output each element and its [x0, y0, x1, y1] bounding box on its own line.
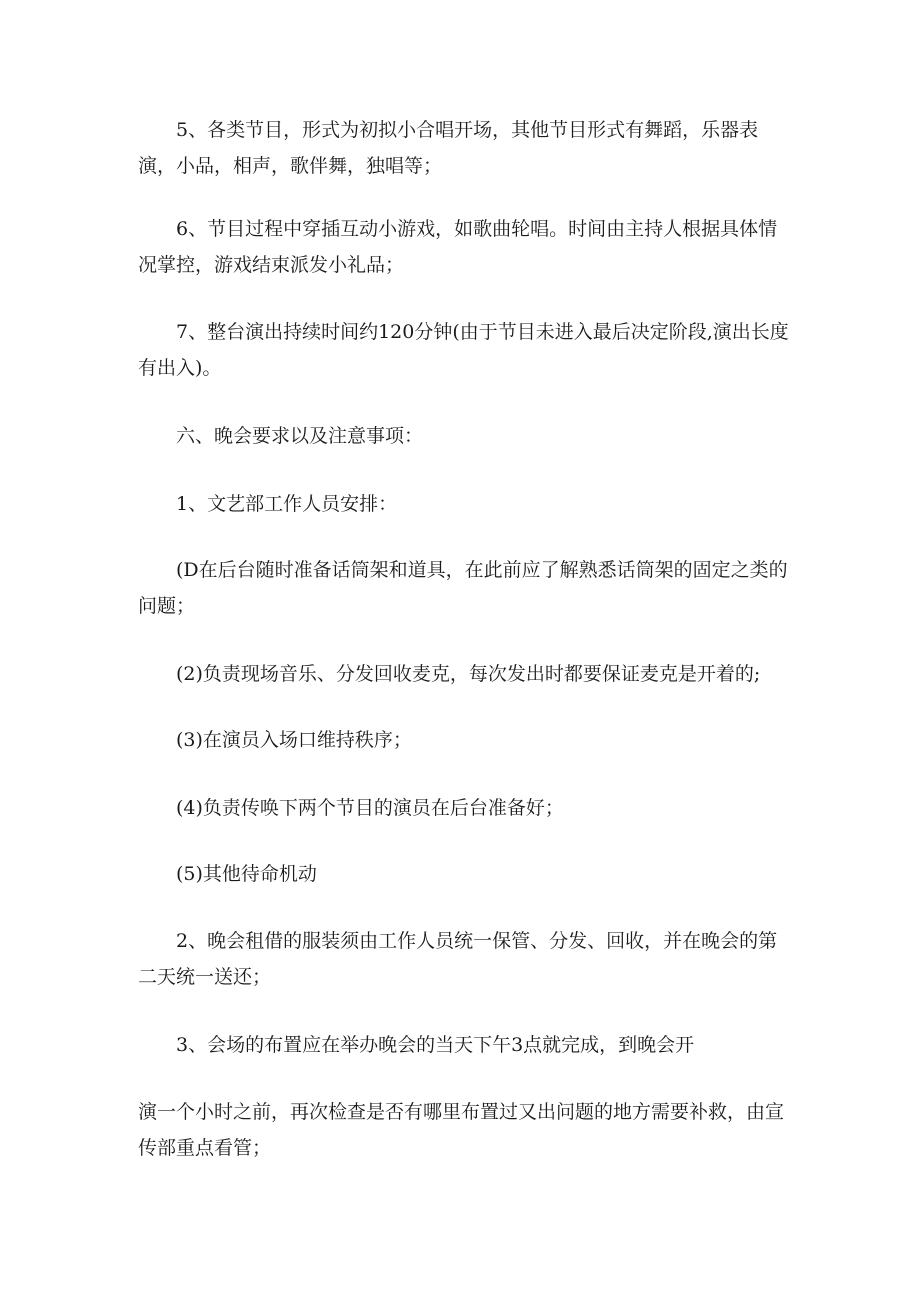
paragraph-item-5: 5、各类节目，形式为初拟小合唱开场，其他节目形式有舞蹈，乐器表演，小品，相声，歌伴舞，独唱等；	[138, 119, 759, 177]
paragraph-item-6: 6、节目过程中穿插互动小游戏，如歌曲轮唱。时间由主持人根据具体情况掌控，游戏结束派发小礼品；	[138, 218, 778, 276]
section-heading-6: 六、晚会要求以及注意事项：	[176, 425, 424, 447]
paragraph-continuation: 演一个小时之前，再次检查是否有哪里布置过又出问题的地方需要补救，由宣传部重点看管；	[138, 1101, 785, 1159]
paragraph-item-2: 2、晚会租借的服装须由工作人员统一保管、分发、回收，并在晚会的第二天统一送还；	[138, 930, 778, 988]
list-item-2: (2)负责现场音乐、分发回收麦克，每次发出时都要保证麦克是开着的;	[176, 663, 761, 685]
list-item-5: (5)其他待命机动	[176, 863, 317, 885]
paragraph-item-7: 7、整台演出持续时间约120分钟(由于节目未进入最后决定阶段,演出长度有出入)。	[138, 321, 789, 379]
list-item-1: (D在后台随时准备话筒架和道具，在此前应了解熟悉话筒架的固定之类的问题；	[138, 559, 788, 617]
paragraph-item-3: 3、会场的布置应在举办晚会的当天下午3点就完成，到晚会开	[176, 1034, 695, 1056]
subsection-heading-1: 1、文艺部工作人员安排：	[176, 493, 398, 515]
list-item-3: (3)在演员入场口维持秩序；	[176, 729, 412, 751]
list-item-4: (4)负责传唤下两个节目的演员在后台准备好；	[176, 797, 564, 819]
